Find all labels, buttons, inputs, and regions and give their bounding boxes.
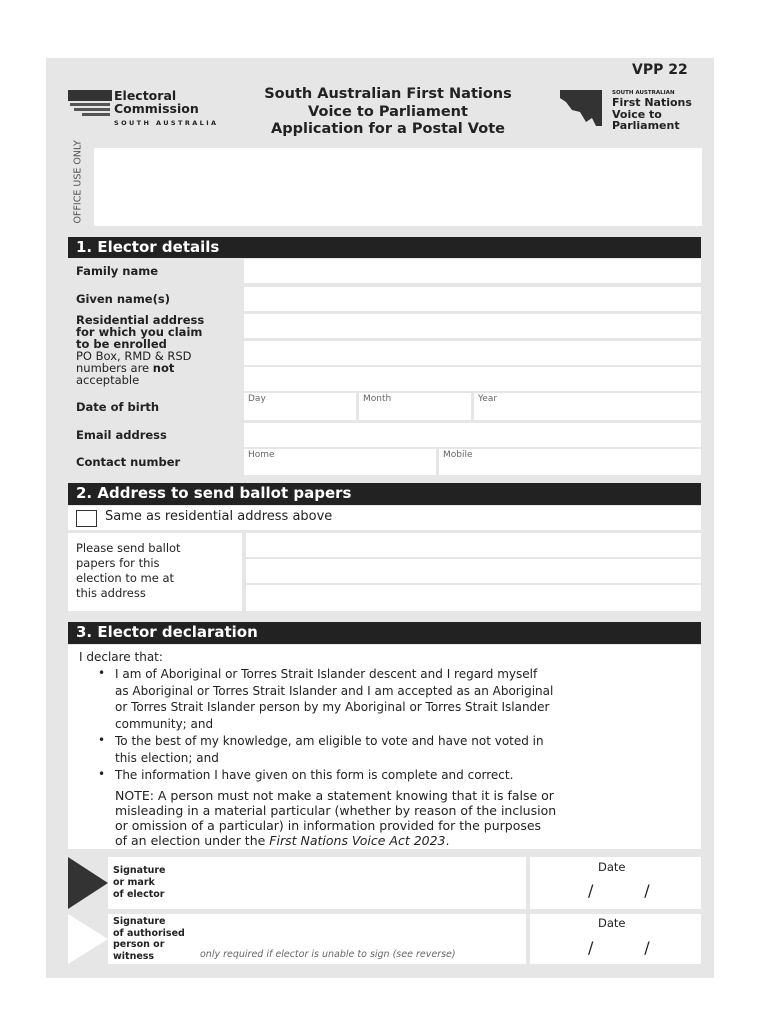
dob-month-caption: Month — [363, 394, 392, 404]
bullet-2-line2: this election; and — [115, 750, 219, 765]
section1-heading: 1. Elector details — [68, 237, 701, 258]
residential-note-1: PO Box, RMD & RSD — [76, 349, 192, 363]
bullet-2-line1: To the best of my knowledge, am eligible to vote and have not voted in — [115, 734, 544, 748]
family-name-label: Family name — [76, 264, 159, 278]
signature-elector-box[interactable] — [108, 857, 526, 909]
title-line-2: Voice to Parliament — [308, 103, 468, 120]
dob-month-input[interactable] — [359, 393, 471, 420]
residential-label-line1: Residential address — [76, 313, 205, 327]
bullet-2-marker: • — [98, 733, 106, 747]
title-line-1: South Australian First Nations — [264, 86, 512, 102]
note-line2: misleading in a material particular (whether by reason of the inclusion — [115, 803, 557, 818]
office-use-label-wrap — [70, 140, 88, 226]
send-label-line3: election to me at — [76, 571, 175, 585]
dob-day-input[interactable] — [244, 393, 356, 420]
contact-home-caption: Home — [248, 450, 275, 460]
section2-heading: 2. Address to send ballot papers — [68, 483, 701, 505]
office-use-box — [94, 148, 702, 226]
sig1-label-line2: or mark — [113, 877, 155, 888]
bullet-1-line3: or Torres Strait Islander person by my Aboriginal or Torres Strait Islander — [115, 700, 550, 714]
note-line4: of an election under the First Nations Voice Act 2023. — [115, 833, 450, 848]
send-label-box — [68, 533, 242, 611]
bullet-3-marker: • — [98, 767, 106, 781]
sig1-label-line3: of elector — [113, 889, 165, 900]
declaration-bullet-3 — [115, 767, 513, 784]
signature-witness-hint: only required if elector is unable to sign (see reverse) — [200, 949, 456, 960]
postal-address-line1[interactable] — [246, 533, 701, 557]
ec-logo-line1: Electoral — [114, 88, 177, 103]
form-code: VPP 22 — [632, 62, 688, 78]
sig1-label-line1: Signature — [113, 865, 166, 876]
sig2-label-line2: of authorised — [113, 927, 185, 939]
residential-address-line1[interactable] — [244, 314, 701, 338]
declaration-intro: I declare that: — [79, 650, 163, 664]
title-line-3: Application for a Postal Vote — [271, 121, 505, 137]
bullet-1-marker: • — [98, 666, 106, 680]
office-use-label: OFFICE USE ONLY — [72, 140, 84, 224]
sa-map-icon — [558, 88, 604, 128]
declaration-box — [68, 645, 701, 849]
residential-address-line3[interactable] — [244, 367, 701, 391]
sig1-date-separators: / / — [588, 881, 650, 900]
signature-witness-box[interactable] — [108, 914, 526, 964]
fn-logo-text — [612, 90, 692, 132]
form-title — [232, 86, 544, 139]
postal-address-line3[interactable] — [246, 585, 701, 611]
contact-label: Contact number — [76, 455, 181, 469]
form-page — [46, 58, 714, 978]
fn-logo-line1: First Nations — [612, 96, 692, 109]
same-as-label: Same as residential address above — [105, 509, 333, 524]
sig2-label-line1: Signature — [113, 916, 166, 927]
declaration-bullet-1 — [115, 666, 553, 732]
sig2-label-line4: witness — [113, 950, 155, 962]
fn-logo-line2: Voice to — [612, 107, 662, 121]
sig2-date-label: Date — [598, 916, 626, 930]
residential-label — [76, 314, 204, 386]
family-name-input[interactable] — [244, 259, 701, 283]
ec-logo-icon — [68, 90, 112, 120]
ec-logo-text — [114, 89, 218, 130]
declaration-note — [115, 788, 556, 848]
section3-heading: 3. Elector declaration — [68, 622, 701, 644]
sig2-label-line3: person or — [113, 939, 165, 950]
same-as-row — [68, 506, 701, 530]
fn-logo-line3: Parliament — [612, 119, 680, 132]
dob-year-caption: Year — [478, 394, 498, 404]
residential-address-line2[interactable] — [244, 341, 701, 365]
dob-label: Date of birth — [76, 400, 160, 414]
note-line1: NOTE: A person must not make a statement knowing that it is false or — [115, 788, 554, 803]
email-label: Email address — [76, 428, 167, 442]
contact-home-input[interactable] — [244, 449, 436, 475]
send-label-line4: this address — [76, 586, 146, 600]
dob-year-input[interactable] — [474, 393, 701, 420]
send-label — [76, 541, 181, 601]
postal-address-line2[interactable] — [246, 559, 701, 583]
send-label-line2: papers for this — [76, 556, 160, 570]
signature-elector-label — [113, 865, 166, 901]
note-line3: or omission of a particular) in information provided for the purposes — [115, 818, 542, 833]
fn-logo-line0: SOUTH AUSTRALIAN — [612, 90, 675, 96]
bullet-1-line1: I am of Aboriginal or Torres Strait Islander descent and I regard myself — [115, 667, 538, 681]
contact-mobile-input[interactable] — [439, 449, 701, 475]
bullet-3-line1: The information I have given on this form is complete and correct. — [115, 768, 514, 782]
sig1-date-label: Date — [598, 860, 626, 874]
same-as-checkbox[interactable] — [76, 510, 97, 527]
dob-day-caption: Day — [248, 394, 266, 404]
arrow-right-icon — [68, 857, 108, 909]
bullet-1-line2: as Aboriginal or Torres Strait Islander and I am accepted as an Aboriginal — [115, 683, 554, 698]
email-input[interactable] — [244, 423, 701, 447]
signature-elector-date[interactable] — [530, 857, 701, 909]
residential-note-2: numbers are not — [76, 361, 175, 375]
given-names-input[interactable] — [244, 287, 701, 311]
signature-witness-label — [113, 916, 185, 962]
arrow-right-light-icon — [68, 914, 108, 964]
bullet-1-line4: community; and — [115, 716, 214, 731]
residential-note-3: acceptable — [76, 373, 140, 387]
declaration-bullet-2 — [115, 733, 544, 766]
signature-witness-date[interactable] — [530, 914, 701, 964]
residential-label-line3: to be enrolled — [76, 337, 167, 351]
ec-logo-line2: Commission — [114, 101, 199, 116]
contact-mobile-caption: Mobile — [443, 450, 473, 460]
given-names-label: Given name(s) — [76, 292, 170, 306]
ec-logo-line3: SOUTH AUSTRALIA — [114, 119, 219, 127]
sig2-date-separators: / / — [588, 938, 650, 957]
residential-label-line2: for which you claim — [76, 325, 203, 339]
send-label-line1: Please send ballot — [76, 541, 181, 555]
